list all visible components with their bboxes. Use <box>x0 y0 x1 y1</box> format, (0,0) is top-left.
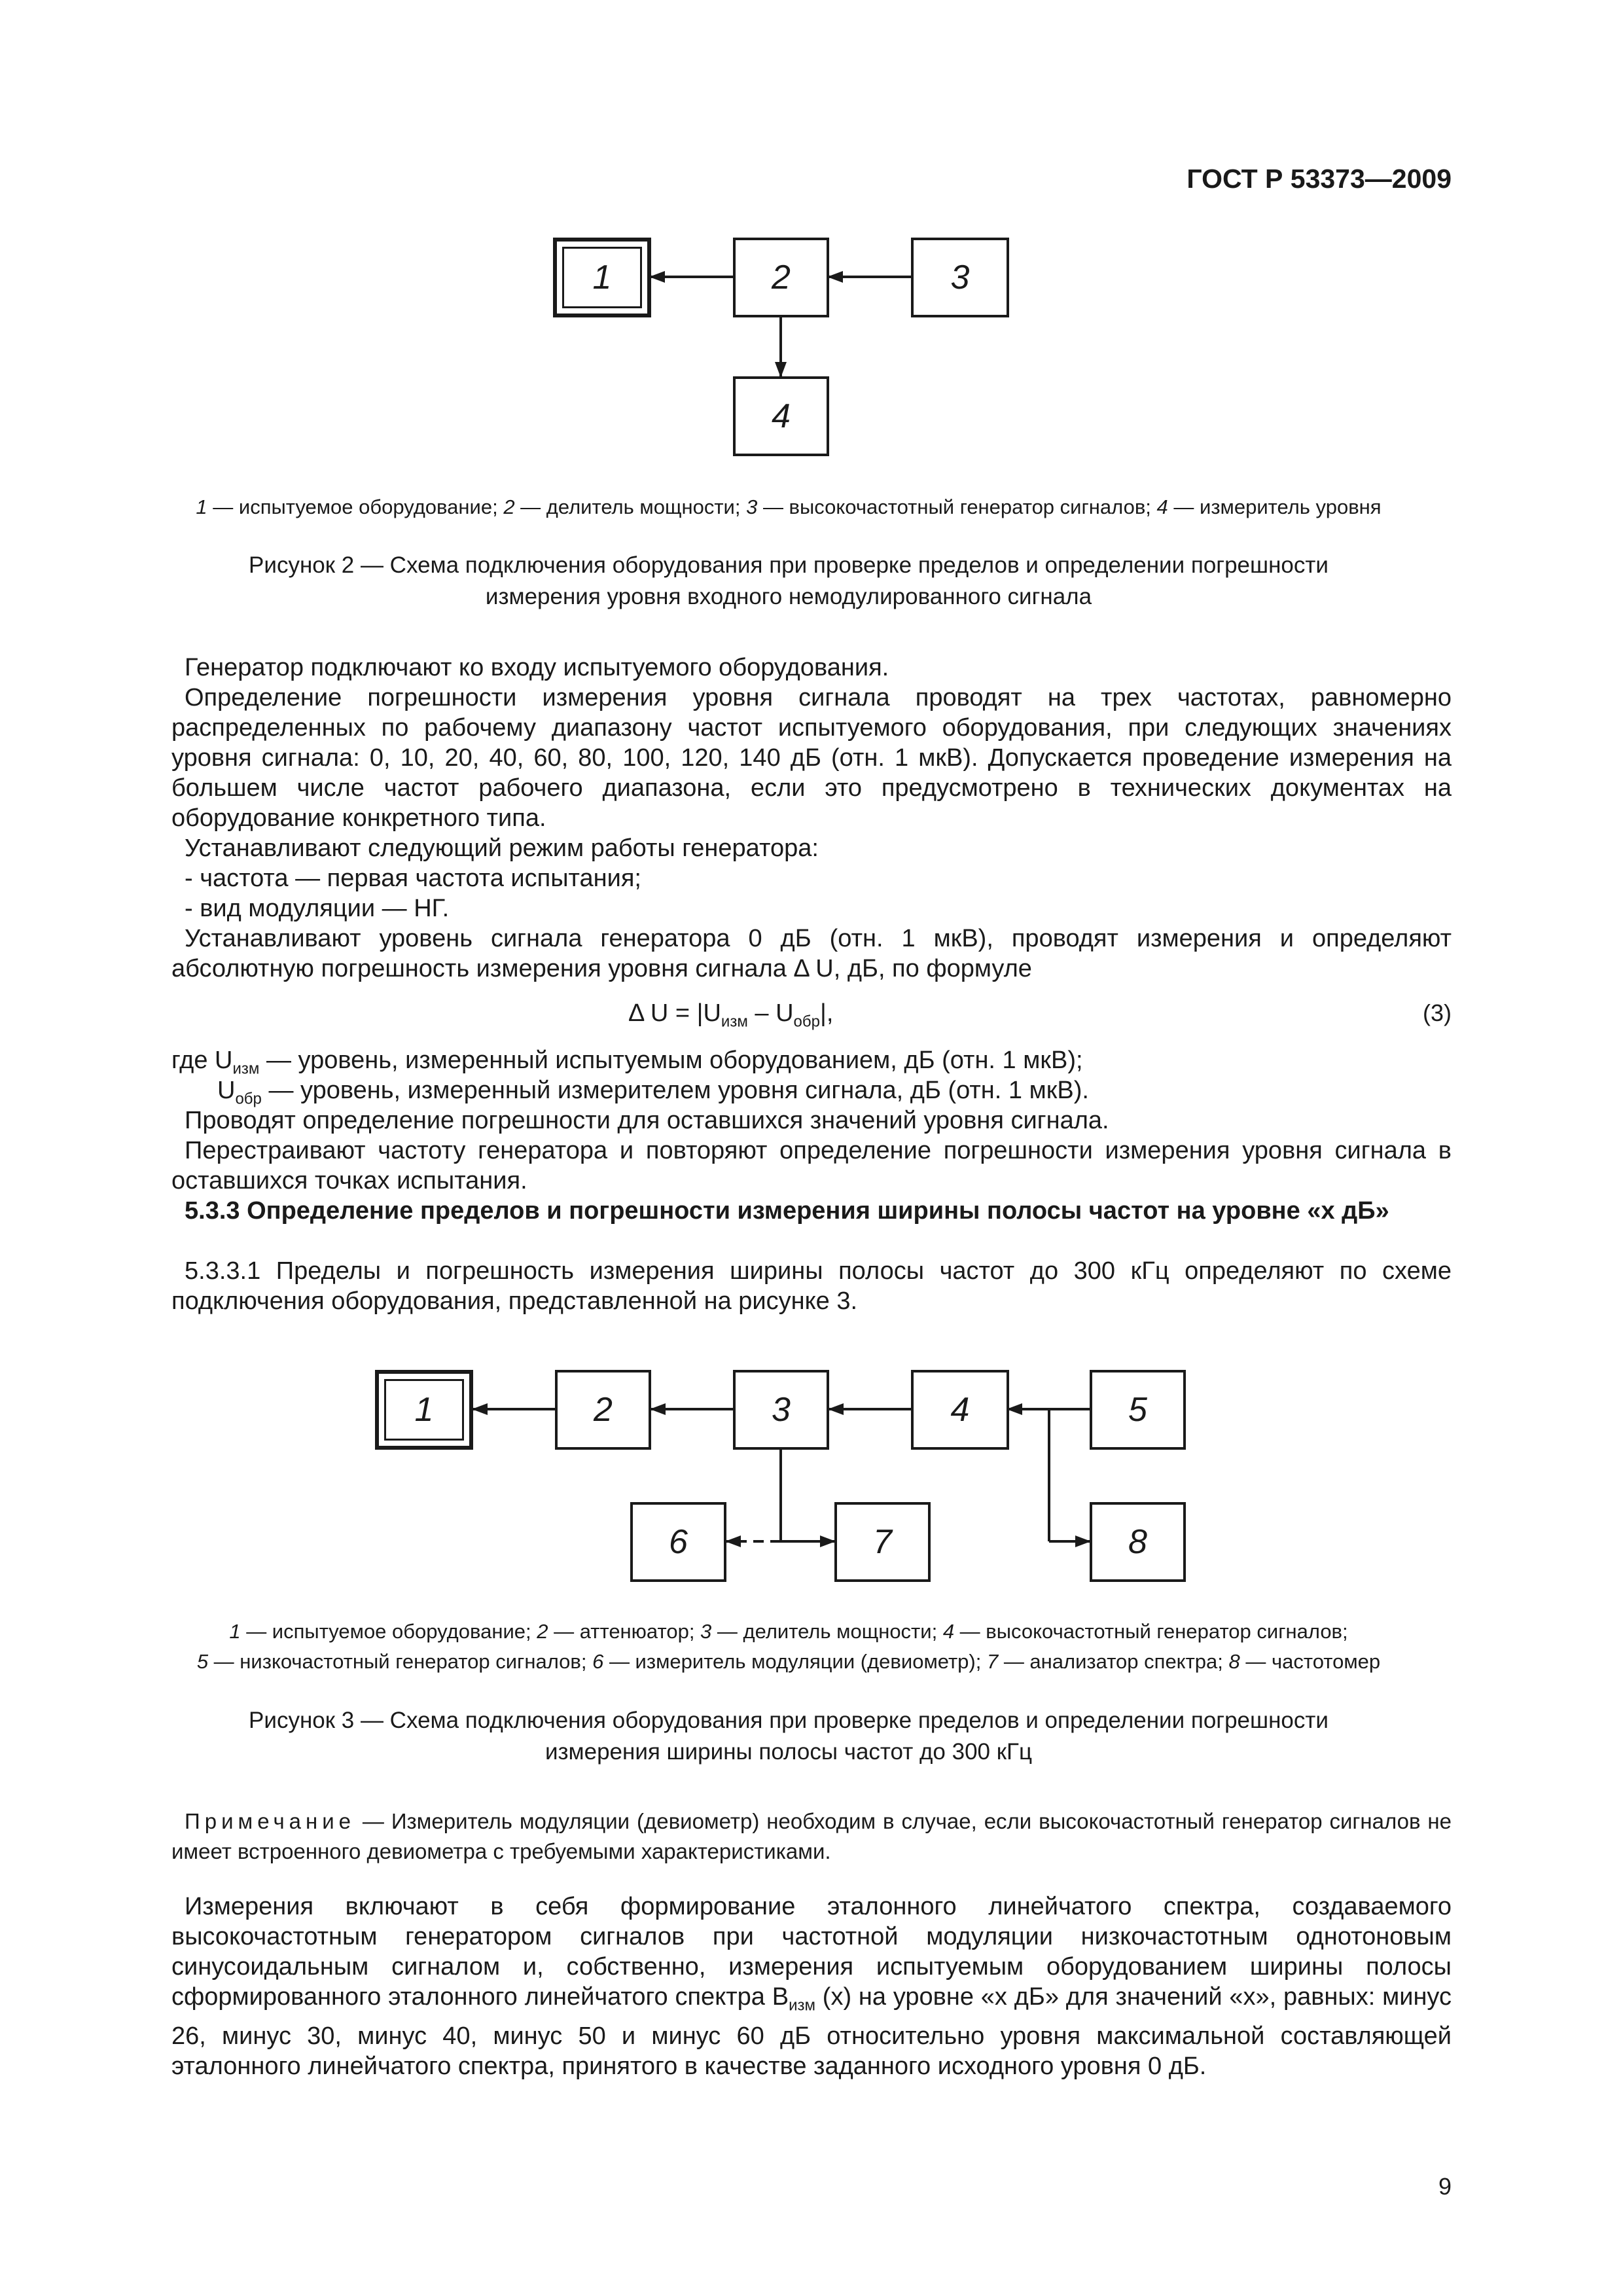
fig3-box-8: 8 <box>1090 1502 1186 1582</box>
list-item: - частота — первая частота испытания; <box>185 865 641 892</box>
paragraph: Перестраивают частоту генератора и повторяют определение погрешности измерения уровня сигнала в оставшихся точках испытания. <box>171 1137 1452 1194</box>
paragraph: 5.3.3.1 Пределы и погрешность измерения ширины полосы частот до 300 кГц определяют по схеме подключения оборудования, представленной на рисунке 3. <box>171 1257 1452 1315</box>
figure2-caption: Рисунок 2 — Схема подключения оборудования при проверке пределов и определении погрешности измерения уровня входного немодулированного сигнала <box>249 552 1329 609</box>
fig3-box-5: 5 <box>1090 1370 1186 1450</box>
fig3-box-1: 1 <box>375 1370 473 1450</box>
note: Примечание — Измеритель модуляции (девиометр) необходим в случае, если высокочастотный генератор сигналов не имеет встроенного девиометра с требуемыми характеристиками. <box>171 1809 1452 1863</box>
fig2-box-1: 1 <box>553 238 651 317</box>
fig3-box-7: 7 <box>834 1502 931 1582</box>
where-line-2: $U_{обр}$ — уровень, измеренный измерителем уровня сигнала, дБ (отн. 1 мкВ). <box>217 1077 1089 1108</box>
figure3-legend: 1 — испытуемое оборудование; 2 — аттенюатор; 3 — делитель мощности; 4 — высокочастотный генератор сигналов; 5 — низкочастотный генератор сигналов; 6 — измеритель модуляции (девиометр); 7 — анализатор спектра; 8 — частотомер <box>196 1620 1381 1673</box>
paragraph: Устанавливают уровень сигнала генератора 0 дБ (отн. 1 мкВ), проводят измерения и определяют абсолютную погрешность измерения уровня сигнала Δ U, дБ, по формуле <box>171 925 1452 982</box>
list-item: - вид модуляции — НГ. <box>185 895 450 922</box>
figure3-caption: Рисунок 3 — Схема подключения оборудования при проверке пределов и определении погрешности измерения ширины полосы частот до 300 кГц <box>249 1708 1329 1765</box>
standard-number: ГОСТ Р 53373—2009 <box>1186 164 1452 194</box>
fig2-box-3: 3 <box>911 238 1009 317</box>
paragraph: Определение погрешности измерения уровня сигнала проводят на трех частотах, равномерно распределенных по рабочему диапазону частот испытуемого оборудования, при следующих значениях уровня сигнала: 0, 10, 20, 40, 60, 80, 100, 120, 140 дБ (отн. 1 мкВ). Допускается проведение измерения на большем числе частот рабочего диапазона, если это предусмотрено в технических документах на оборудование конкретного типа. <box>171 684 1452 832</box>
paragraph: Измерения включают в себя формирование эталонного линейчатого спектра, создаваемого высокочастотным генератором сигналов при частотной модуляции низкочастотным однотоновым синусоидальным сигналом и, собственно, измерения испытуемым оборудованием ширины полосы сформированного эталонного линейчатого спектра $B_{изм}$ (x) на уровне «x дБ» для значений «x», равных: минус 26, минус 30, минус 40, минус 50 и минус 60 дБ относительно уровня максимальной составляющей эталонного линейчатого спектра, принятого в качестве заданного исходного уровня 0 дБ. <box>171 1893 1452 2080</box>
page-number: 9 <box>1438 2173 1452 2200</box>
fig3-box-6: 6 <box>630 1502 726 1582</box>
formula-number: (3) <box>1423 999 1452 1026</box>
fig2-box-2: 2 <box>733 238 829 317</box>
paragraph: Генератор подключают ко входу испытуемого оборудования. <box>185 654 889 681</box>
figure2-legend: 1 — испытуемое оборудование; 2 — делитель мощности; 3 — высокочастотный генератор сигналов; 4 — измеритель уровня <box>196 495 1382 518</box>
section-heading: 5.3.3 Определение пределов и погрешности измерения ширины полосы частот на уровне «x дБ» <box>185 1197 1389 1225</box>
paragraph: Устанавливают следующий режим работы генератора: <box>185 834 819 862</box>
fig3-box-4: 4 <box>911 1370 1009 1450</box>
paragraph: Проводят определение погрешности для оставшихся значений уровня сигнала. <box>185 1107 1109 1134</box>
fig3-box-3: 3 <box>733 1370 829 1450</box>
fig3-box-2: 2 <box>555 1370 651 1450</box>
where-line-1: где $U_{изм}$ — уровень, измеренный испытуемым оборудованием, дБ (отн. 1 мкВ); <box>171 1047 1083 1078</box>
formula-3: Δ $U = |U_{изм} - U_{обр}|$, <box>628 999 834 1031</box>
fig2-box-4: 4 <box>733 376 829 456</box>
